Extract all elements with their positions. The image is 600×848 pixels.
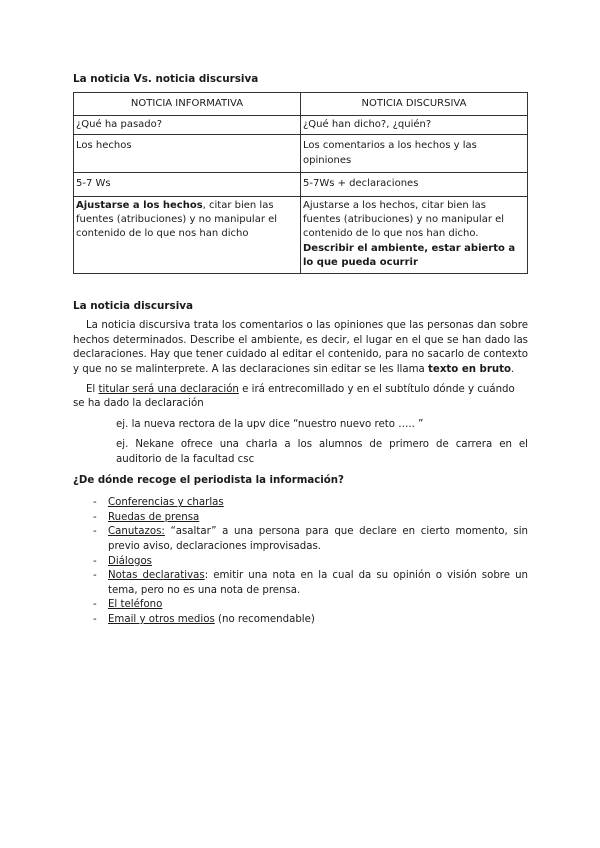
list-item-term: Conferencias y charlas <box>108 497 224 509</box>
table-cell <box>301 196 528 273</box>
table-cell: ¿Qué han dicho?, ¿quién? <box>301 116 528 135</box>
underlined-text: titular será una declaración <box>98 383 239 395</box>
dash-marker: - <box>93 599 97 611</box>
list-item-term: Diálogos <box>108 555 152 567</box>
dash-marker: - <box>93 555 97 567</box>
document-title: La noticia Vs. noticia discursiva <box>73 73 259 85</box>
bold-text: Ajustarse a los hechos <box>76 199 203 211</box>
list-item <box>93 525 528 554</box>
list-item <box>93 613 528 628</box>
list-item <box>93 511 528 526</box>
paragraph-text: e irá entrecomillado y en el subtítulo dónde y cuándo se ha dado la declaración <box>73 383 515 410</box>
paragraph <box>73 319 528 377</box>
header-noticia-informativa: NOTICIA INFORMATIVA <box>74 92 301 115</box>
table-cell: Los comentarios a los hechos y las opiniones <box>301 135 528 173</box>
list-item-desc: (no recomendable) <box>214 613 315 625</box>
paragraph-text: La noticia discursiva trata los comentarios o las opiniones que las personas dan sobre hechos determinados. Describe el ambiente, es decir, el lugar en el que se han dado las declaraciones. Hay que tener cuidado al editar el contenido, para no sacarlo de contexto y que no se malinterprete. A las declaraciones sin editar se les llama <box>73 320 528 376</box>
dash-marker: - <box>93 570 97 582</box>
list-item-desc: : emitir una nota en la cual da su opinión o visión sobre un tema, pero no es una nota de prensa. <box>108 570 528 596</box>
bold-text: Describir el ambiente, estar abierto a lo que pueda ocurrir <box>303 242 516 269</box>
bold-text: texto en bruto <box>428 364 511 376</box>
document-content <box>73 72 528 628</box>
example-2: ej. Nekane ofrece una charla a los alumnos de primero de carrera en el auditorio de la facultad csc <box>116 439 528 465</box>
paragraph-text: . <box>510 364 515 376</box>
paragraph-text: El <box>86 383 99 395</box>
table-row <box>74 173 528 196</box>
table-cell <box>74 196 301 273</box>
example-1: ej. la nueva rectora de la upv dice “nuestro nuevo reto ….. ” <box>116 418 424 430</box>
sources-list <box>73 496 528 627</box>
header-noticia-discursiva: NOTICIA DISCURSIVA <box>301 92 528 115</box>
paragraph <box>73 383 528 412</box>
list-item <box>93 496 528 511</box>
table-row <box>74 116 528 135</box>
question-title: ¿De dónde recoge el periodista la información? <box>73 474 344 486</box>
table-row <box>74 196 528 273</box>
list-item-term: Canutazos: <box>108 526 165 538</box>
list-item-term: Notas declarativas <box>108 570 205 582</box>
table-cell: ¿Qué ha pasado? <box>74 116 301 135</box>
comparison-table <box>73 92 528 274</box>
list-item <box>93 555 528 570</box>
list-item-desc: “asaltar” a una persona para que declare en cierto momento, sin previo aviso, declaraciones improvisadas. <box>108 526 528 552</box>
dash-marker: - <box>93 613 97 625</box>
list-item-term: El teléfono <box>108 599 163 611</box>
table-cell: Los hechos <box>74 135 301 173</box>
table-cell: 5-7Ws + declaraciones <box>301 173 528 196</box>
list-item-term: Ruedas de prensa <box>108 511 200 523</box>
table-row <box>74 135 528 173</box>
table-cell: 5-7 Ws <box>74 173 301 196</box>
section-title: La noticia discursiva <box>73 299 194 312</box>
dash-marker: - <box>93 511 97 523</box>
dash-marker: - <box>93 497 97 509</box>
cell-text: Ajustarse a los hechos, citar bien las fuentes (atribuciones) y no manipular el contenido de lo que nos han dicho. <box>303 199 505 240</box>
table-header-row <box>74 92 528 115</box>
list-item-term: Email y otros medios <box>108 613 215 625</box>
cell-text: , citar bien las fuentes (atribuciones) y no manipular el contenido de lo que nos han dicho <box>76 199 278 240</box>
dash-marker: - <box>93 526 97 538</box>
list-item <box>93 569 528 598</box>
list-item <box>93 598 528 613</box>
